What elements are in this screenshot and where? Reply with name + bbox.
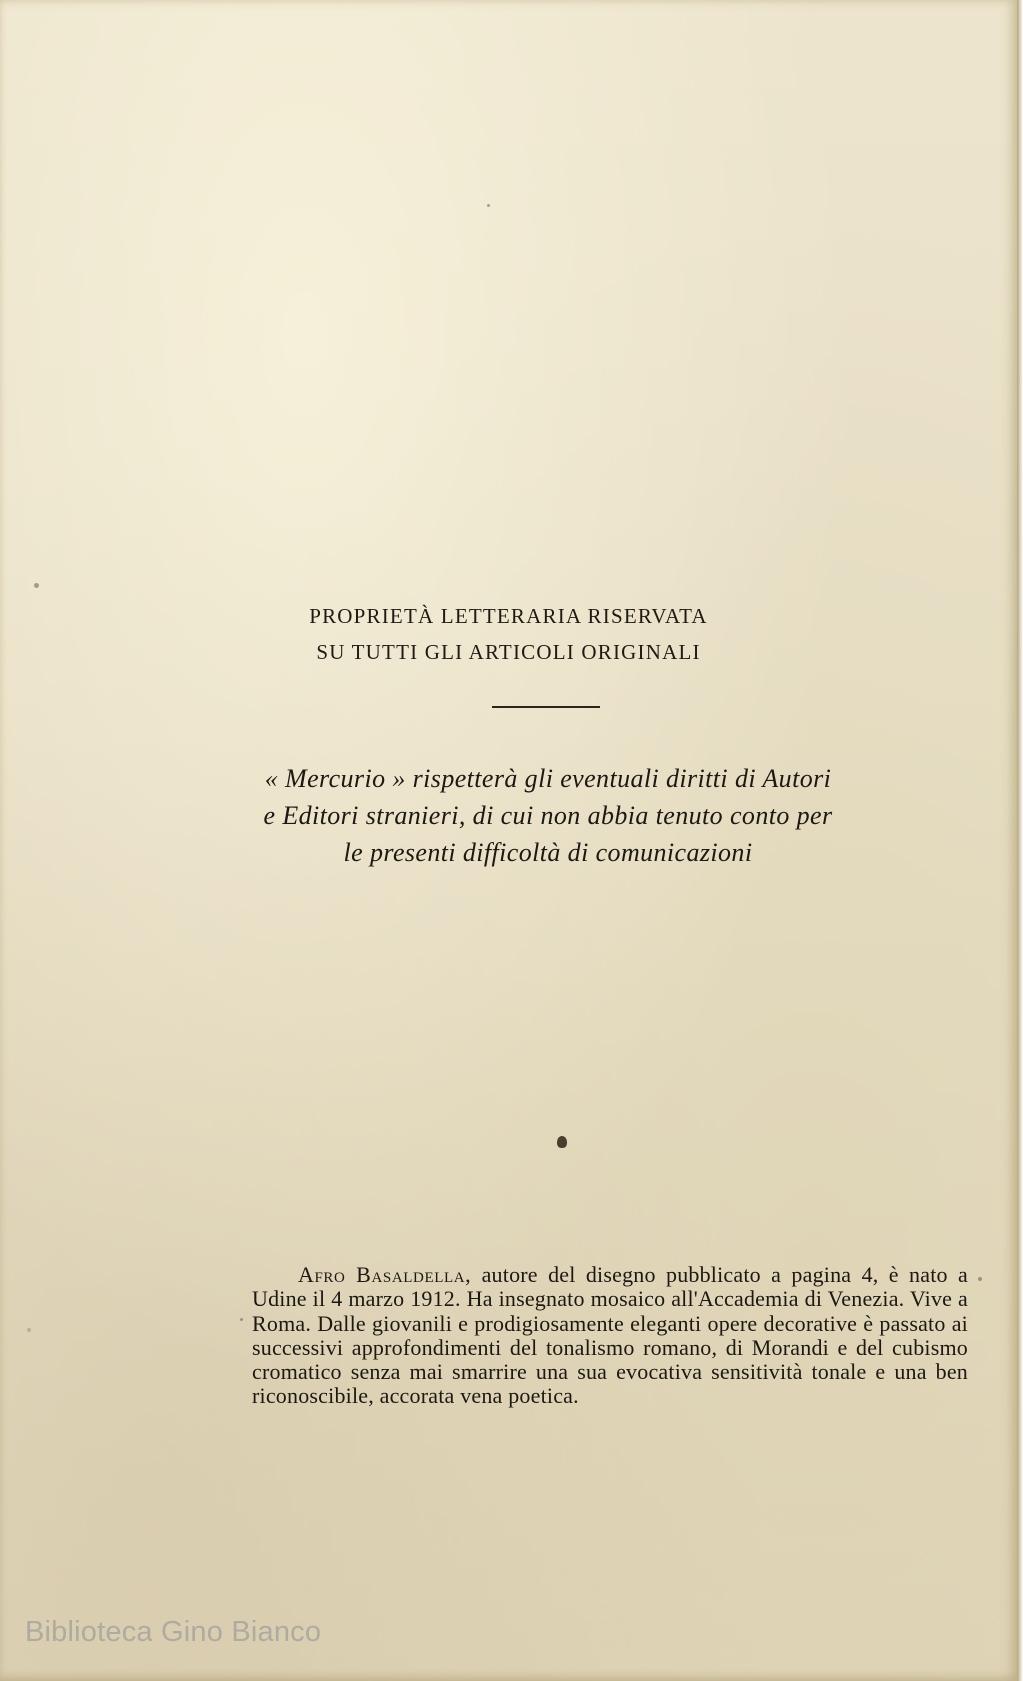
library-watermark: Biblioteca Gino Bianco	[25, 1616, 322, 1648]
copyright-line-2: SU TUTTI GLI ARTICOLI ORIGINALI	[316, 640, 701, 664]
biography-text: autore del disegno pubblicato a pagina 4, è nato a Udine il 4 marzo 1912. Ha insegnato mosaico all'Accademia di Venezia. Vive a Roma. Dalle giovanili e prodigiosamente eleganti opere decorative è passato ai successivi approfondimenti del tonalismo romano, di Morandi e del cubismo cromatico senza mai smarrire una sua evocativa sensitività tonale e una ben riconoscibile, accorata vena poetica.	[252, 1262, 969, 1409]
paper-speck	[240, 1318, 243, 1321]
divider-rule	[492, 706, 600, 708]
page-edge	[1017, 0, 1023, 1681]
artist-name: Afro Basaldella,	[298, 1262, 472, 1287]
paper-speck	[27, 1328, 31, 1332]
copyright-line-1: PROPRIETÀ LETTERARIA RISERVATA	[309, 604, 708, 628]
notice-line-1: « Mercurio » rispetterà gli eventuali diritti di Autori	[264, 764, 832, 793]
copyright-notice	[0, 598, 1017, 670]
artist-biography	[252, 1263, 968, 1409]
notice-line-3: le presenti difficoltà di comunicazioni	[343, 838, 753, 867]
foreign-rights-notice	[190, 760, 906, 871]
notice-line-2: e Editori stranieri, di cui non abbia tenuto conto per	[263, 801, 833, 830]
paper-speck	[487, 204, 490, 207]
paper-speck	[978, 1277, 982, 1281]
ornament-dot	[557, 1136, 567, 1148]
paper-speck	[34, 583, 39, 588]
